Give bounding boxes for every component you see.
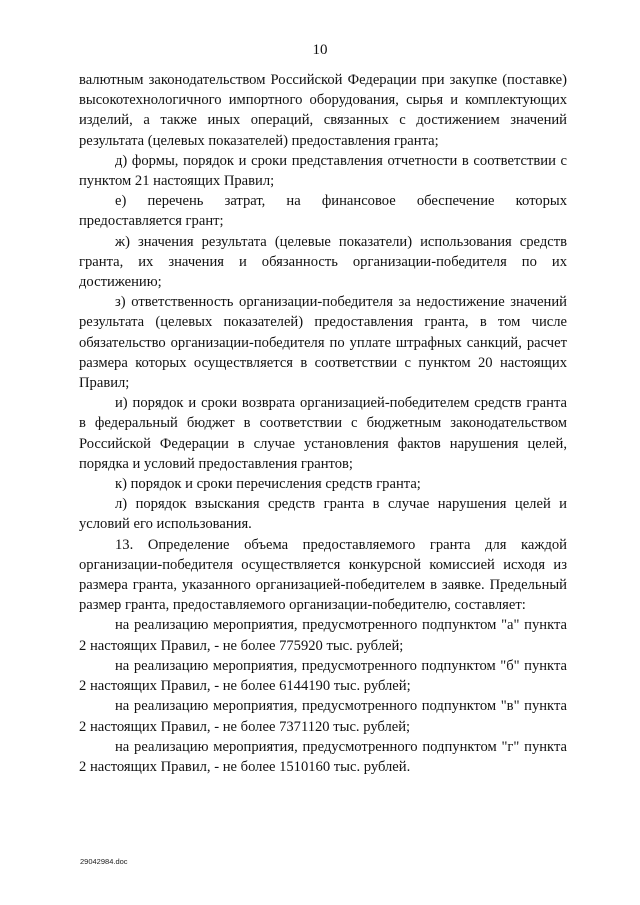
paragraph-item-zh: ж) значения результата (целевые показатели) использования средств гранта, их значения и обязанность организации-победителя по их достижению; [79,233,567,291]
paragraph-item-e: е) перечень затрат, на финансовое обеспечение которых предоставляется грант; [79,193,567,230]
paragraph-item-d: д) формы, порядок и сроки представления отчетности в соответствии с пунктом 21 настоящих Правил; [79,152,567,190]
paragraph-grant-limit-v: на реализацию мероприятия, предусмотренного подпунктом "в" пункта 2 настоящих Правил, - не более 7371120 тыс. рублей; [79,698,567,735]
paragraph-item-l: л) порядок взыскания средств гранта в случае нарушения целей и условий его использования. [79,496,567,533]
paragraph-item-i: и) порядок и сроки возврата организацией-победителем средств гранта в федеральный бюджет в соответствии с бюджетным законодательством Российской Федерации в случае установления фактов нарушения целей, порядка и условий предоставления грантов; [79,395,567,472]
paragraph-continuation: валютным законодательством Российской Федерации при закупке (поставке) высокотехнологичного импортного оборудования, сырья и комплектующих изделий, а также иных операций, связанных с достижением значений результата (целевых показателей) предоставления гранта; [79,72,567,149]
paragraph-item-z: з) ответственность организации-победителя за недостижение значений результата (целевых показателей) предоставления гранта, в том числе обязательство организации-победителя по уплате штрафных санкций, расчет размера которых осуществляется в соответствии с пунктом 20 настоящих Правил; [79,294,567,392]
paragraph-item-k: к) порядок и сроки перечисления средств гранта; [115,476,421,493]
document-file-code: 29042984.doc [80,857,128,866]
paragraph-grant-limit-b: на реализацию мероприятия, предусмотренного подпунктом "б" пункта 2 настоящих Правил, - не более 6144190 тыс. рублей; [79,657,567,695]
page-number: 10 [312,42,328,58]
paragraph-grant-limit-a: на реализацию мероприятия, предусмотренного подпунктом "а" пункта 2 настоящих Правил, - не более 775920 тыс. рублей; [79,617,567,654]
paragraph-clause-13: 13. Определение объема предоставляемого гранта для каждой организации-победителя осуществляется конкурсной комиссией исходя из размера гранта, указанного организацией-победителем в заявке. Предельный размер гранта, предоставляемого организации-победителю, составляет: [79,536,567,614]
paragraph-grant-limit-g: на реализацию мероприятия, предусмотренного подпунктом "г" пункта 2 настоящих Правил, - не более 1510160 тыс. рублей. [79,738,567,775]
document-body [79,70,567,777]
